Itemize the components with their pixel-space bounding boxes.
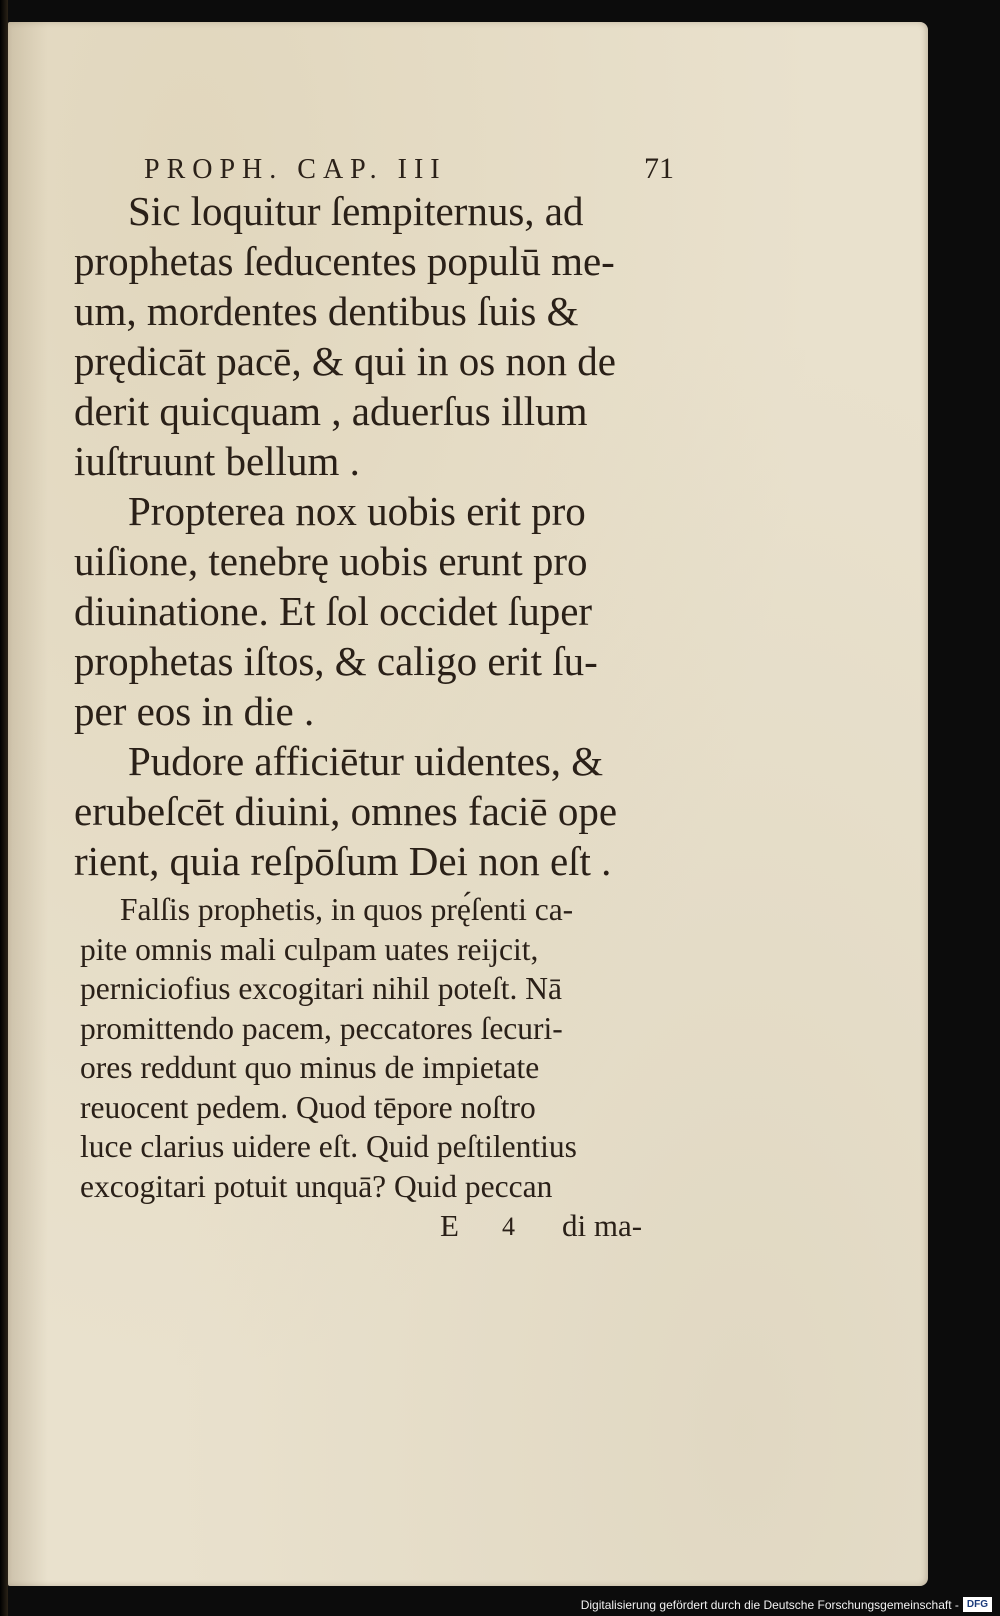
text-line: Propterea nox uobis erit pro [128,488,586,534]
text-line: erubeſcēt diuini, omnes faciē ope [74,788,618,834]
text-line: Pudore afficiētur uidentes, & [128,738,604,784]
commentary-line: ores reddunt quo minus de impietate [80,1050,540,1085]
book-page [8,22,928,1586]
text-line: um, mordentes dentibus ſuis & [74,288,579,334]
commentary-paragraph [80,890,674,1206]
signature-mark: E [440,1208,459,1243]
running-head [144,140,674,186]
text-line: iuſtruunt bellum . [74,438,360,484]
text-line: uiſione, tenebrę uobis erunt pro [74,538,588,584]
commentary-line: perniciofius excogitari nihil poteſt. Nā [80,971,562,1006]
text-line: prophetas ſeducentes populū me- [74,238,615,284]
text-line: derit quicquam , aduerſus illum [74,388,588,434]
dfg-logo: DFG [963,1597,992,1612]
commentary-line: pite omnis mali culpam uates reijcit, [80,931,539,967]
catchword: di ma- [562,1208,643,1243]
credit-text: Digitalisierung gefördert durch die Deutsche Forschungsgemeinschaft - [580,1597,959,1612]
text-line: prophetas iſtos, & caligo erit ſu- [74,638,598,684]
signature-number: 4 [502,1212,515,1241]
commentary-line: excogitari potuit unquā? Quid peccan [80,1168,553,1204]
verse-paragraph [74,186,674,486]
text-line: diuinatione. Et ſol occidet ſuper [74,588,593,634]
text-line: Sic loquitur ſempiternus, ad [128,188,584,234]
text-line: prędicāt pacē, & qui in os non de [74,338,616,384]
commentary-line: promittendo pacem, peccatores ſecuri- [80,1010,563,1046]
digitization-credit [581,1597,992,1612]
book-spine-edge [0,0,8,1616]
verse-paragraph [74,736,674,886]
commentary-line: reuocent pedem. Quod tēpore noſtro [80,1089,536,1125]
verse-paragraph [74,486,674,736]
text-line: rient, quia reſpōſum Dei non eſt . [74,838,612,884]
text-block [74,140,674,1252]
commentary-line: Falſis prophetis, in quos prę́ſenti ca- [120,892,574,927]
running-title: PROPH. CAP. III [144,154,447,185]
commentary-line: luce clarius uidere eſt. Quid peſtilentius [80,1129,577,1164]
signature-line [74,1208,674,1252]
text-line: per eos in die . [74,688,315,734]
page-number: 71 [644,152,674,185]
